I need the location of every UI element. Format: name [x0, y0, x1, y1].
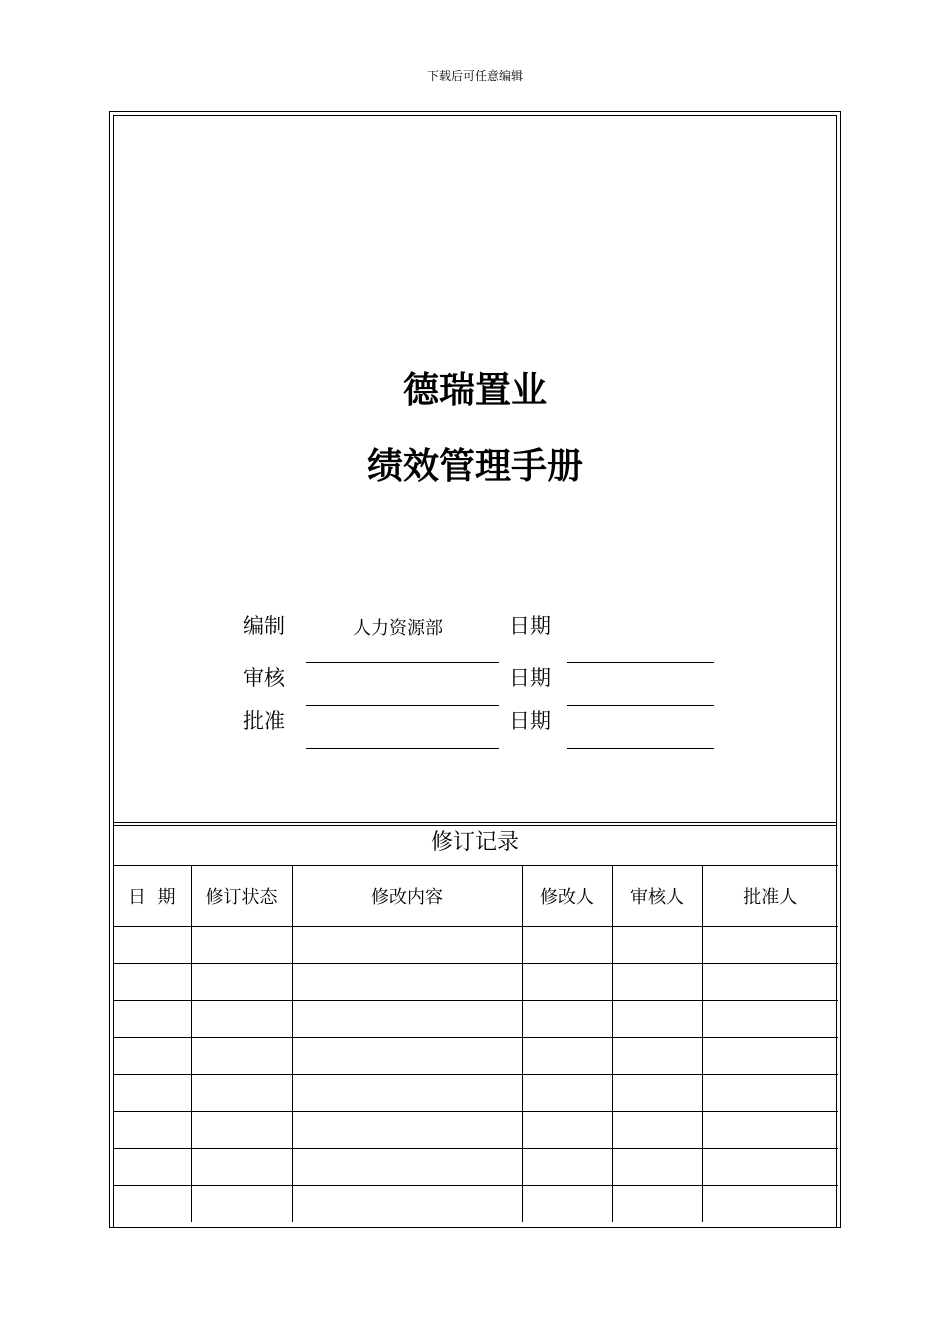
table-cell[interactable]: [612, 1149, 702, 1186]
company-title: 德瑞置业: [402, 370, 547, 411]
table-cell[interactable]: [191, 1075, 292, 1112]
section-divider: [113, 822, 837, 826]
table-cell[interactable]: [113, 1149, 191, 1186]
table-cell[interactable]: [702, 964, 838, 1001]
revision-table-header: [113, 866, 838, 927]
table-cell[interactable]: [612, 1038, 702, 1075]
signoff-date-label-approved: 日期: [509, 709, 551, 733]
table-cell[interactable]: [191, 927, 292, 964]
table-cell[interactable]: [292, 964, 522, 1001]
table-cell[interactable]: [113, 964, 191, 1001]
col-status: 修订状态: [191, 866, 292, 927]
revision-table: [113, 865, 838, 1222]
table-cell[interactable]: [702, 1112, 838, 1149]
col-reviewer: 审核人: [612, 866, 702, 927]
table-cell[interactable]: [612, 1075, 702, 1112]
table-cell[interactable]: [702, 1038, 838, 1075]
col-approver: 批准人: [702, 866, 838, 927]
signoff-date-label-reviewed: 日期: [509, 666, 551, 690]
signoff-line-prepared: [306, 662, 499, 663]
signoff-line-reviewed: [306, 705, 499, 706]
table-cell[interactable]: [113, 927, 191, 964]
table-row: [113, 927, 838, 964]
col-date: 日 期: [113, 866, 191, 927]
revision-record-title: 修订记录: [430, 830, 519, 855]
table-cell[interactable]: [292, 1075, 522, 1112]
table-cell[interactable]: [292, 1149, 522, 1186]
table-cell[interactable]: [522, 964, 612, 1001]
table-cell[interactable]: [191, 1001, 292, 1038]
table-cell[interactable]: [612, 1186, 702, 1223]
signoff-label-prepared: 编制: [243, 614, 285, 638]
table-cell[interactable]: [522, 1186, 612, 1223]
table-cell[interactable]: [702, 1001, 838, 1038]
table-cell[interactable]: [522, 1001, 612, 1038]
table-row: [113, 1001, 838, 1038]
table-cell[interactable]: [522, 1038, 612, 1075]
table-cell[interactable]: [522, 1149, 612, 1186]
document-frame: [109, 111, 841, 1228]
col-content: 修改内容: [292, 866, 522, 927]
signoff-date-line-prepared: [567, 662, 714, 663]
table-cell[interactable]: [113, 1038, 191, 1075]
table-cell[interactable]: [612, 964, 702, 1001]
signoff-label-approved: 批准: [243, 709, 285, 733]
signoff-date-label-prepared: 日期: [509, 614, 551, 638]
table-row: [113, 964, 838, 1001]
table-cell[interactable]: [612, 927, 702, 964]
table-cell[interactable]: [612, 1112, 702, 1149]
revision-table-body: [113, 927, 838, 1223]
table-cell[interactable]: [191, 1112, 292, 1149]
page-header-note: 下载后可任意编辑: [426, 69, 523, 83]
table-row: [113, 1149, 838, 1186]
table-cell[interactable]: [702, 1186, 838, 1223]
table-cell[interactable]: [292, 1112, 522, 1149]
table-cell[interactable]: [292, 927, 522, 964]
table-row: [113, 1038, 838, 1075]
signoff-label-reviewed: 审核: [243, 666, 285, 690]
table-cell[interactable]: [191, 964, 292, 1001]
col-modifier: 修改人: [522, 866, 612, 927]
manual-title: 绩效管理手册: [366, 446, 583, 487]
table-cell[interactable]: [612, 1001, 702, 1038]
signoff-date-line-approved: [567, 748, 714, 749]
table-row: [113, 1112, 838, 1149]
table-cell[interactable]: [113, 1112, 191, 1149]
table-cell[interactable]: [191, 1149, 292, 1186]
table-cell[interactable]: [191, 1186, 292, 1223]
table-cell[interactable]: [292, 1186, 522, 1223]
table-cell[interactable]: [522, 1112, 612, 1149]
table-cell[interactable]: [702, 927, 838, 964]
table-cell[interactable]: [522, 927, 612, 964]
table-cell[interactable]: [191, 1038, 292, 1075]
table-cell[interactable]: [702, 1149, 838, 1186]
table-row: [113, 1186, 838, 1223]
signoff-value-prepared: 人力资源部: [353, 618, 443, 639]
signoff-date-line-reviewed: [567, 705, 714, 706]
table-cell[interactable]: [113, 1001, 191, 1038]
table-cell[interactable]: [702, 1075, 838, 1112]
table-cell[interactable]: [113, 1186, 191, 1223]
table-row: [113, 1075, 838, 1112]
table-cell[interactable]: [292, 1038, 522, 1075]
table-cell[interactable]: [522, 1075, 612, 1112]
table-cell[interactable]: [292, 1001, 522, 1038]
table-cell[interactable]: [113, 1075, 191, 1112]
signoff-line-approved: [306, 748, 499, 749]
